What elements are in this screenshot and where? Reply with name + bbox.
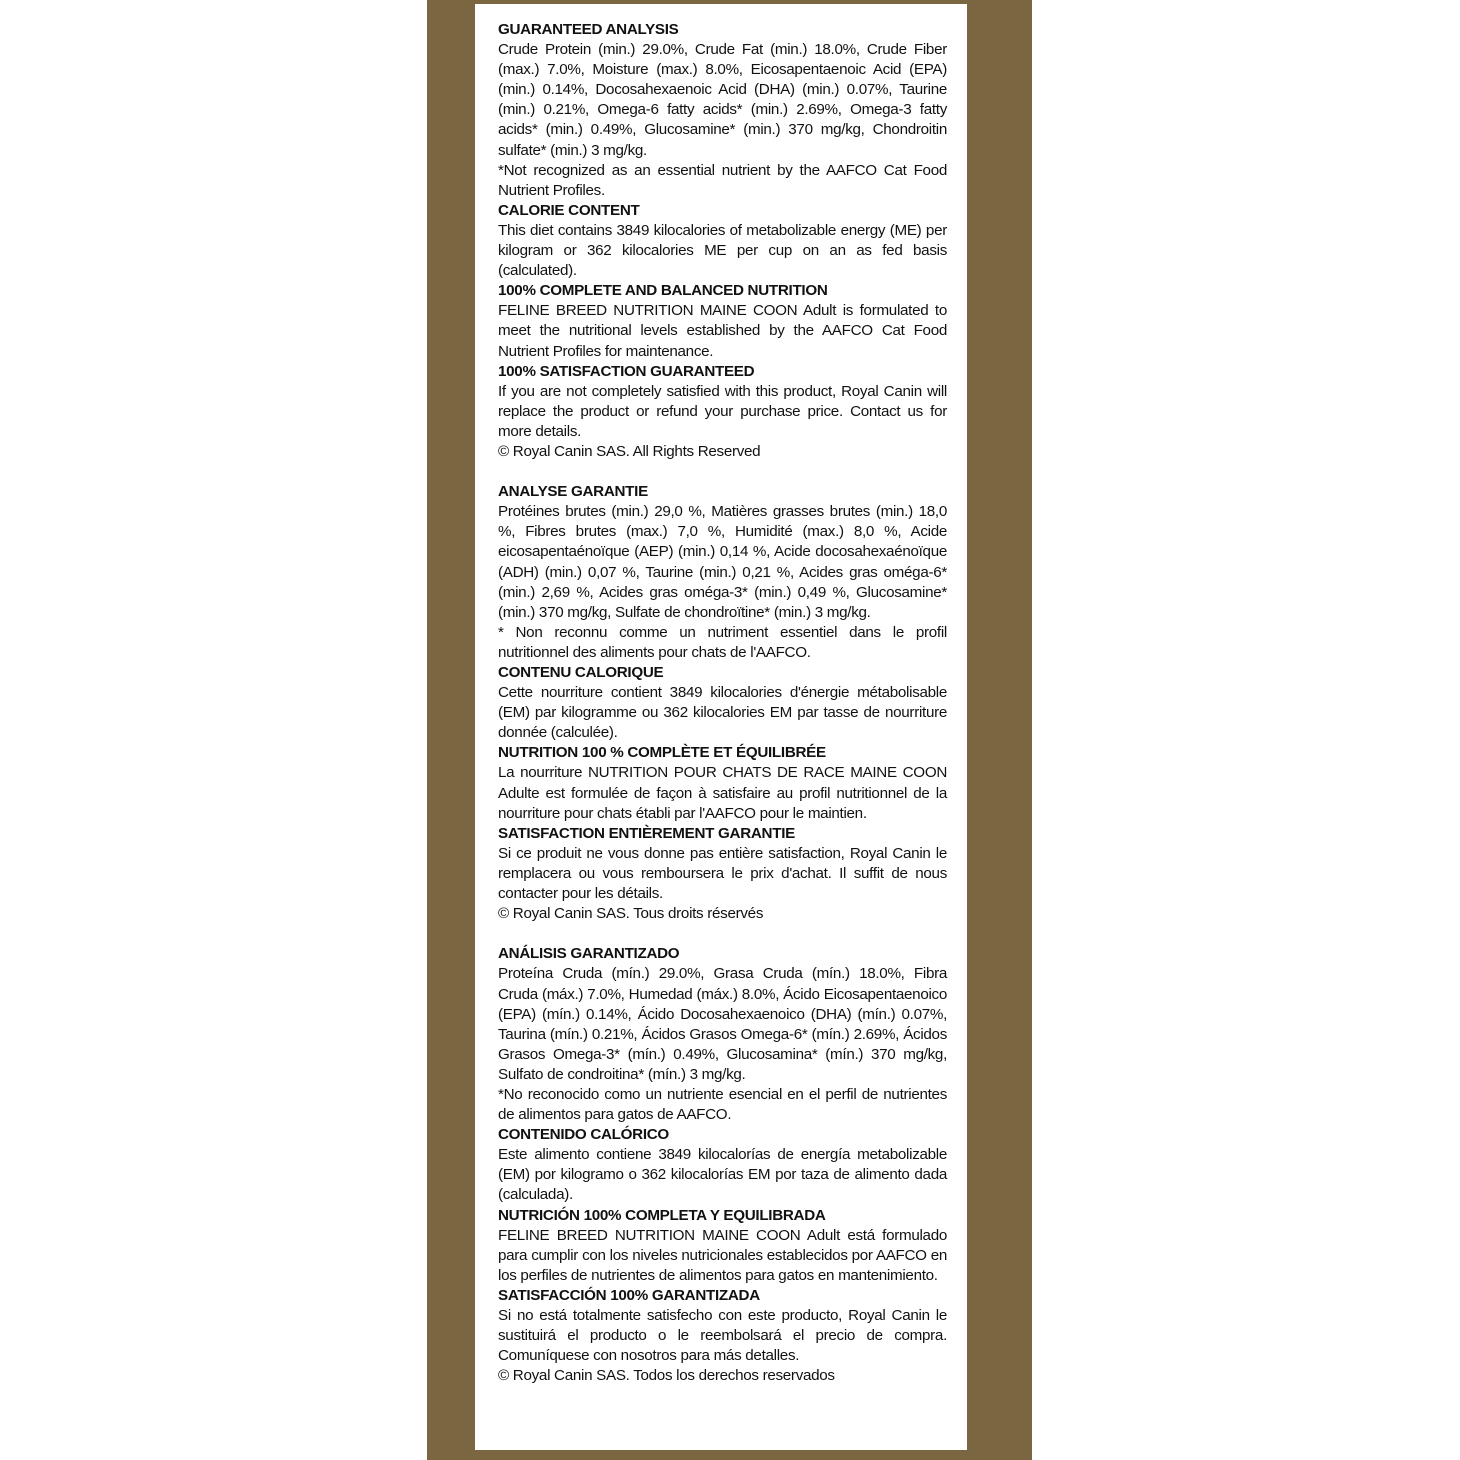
label-text bbox=[498, 20, 947, 1386]
complete-nutrition-text: FELINE BREED NUTRITION MAINE COON Adult está formulado para cumplir con los niveles nutricionales establecidos por AAFCO en los perfiles de nutrientes de alimentos para gatos en mantenimiento. bbox=[498, 1226, 947, 1284]
heading-guaranteed-analysis: GUARANTEED ANALYSIS bbox=[498, 21, 679, 38]
satisfaction-text: Si no está totalmente satisfecho con este producto, Royal Canin le sustituirá el producto o le reembolsará el precio de compra. Comuníquese con nosotros para más detalles. bbox=[498, 1307, 947, 1365]
guaranteed-analysis-text: Protéines brutes (min.) 29,0 %, Matières grasses brutes (min.) 18,0 %, Fibres brutes (max.) 7,0 %, Humidité (max.) 8,0 %, Acide eicosapentaénoïque (AEP) (min.) 0,14 %, Acide docosahexaénoïque (ADH) (min.) 0,07 %, Taurine (min.) 0,21 %, Acides gras oméga-6* (min.) 2,69 %, Acides gras oméga-3* (min.) 0,49 %, Glucosamine* (min.) 370 mg/kg, Sulfate de chondroïtine* (min.) 3 mg/kg. bbox=[498, 503, 947, 621]
heading-satisfaction: SATISFACTION ENTIÈREMENT GARANTIE bbox=[498, 824, 795, 842]
heading-complete-nutrition: NUTRITION 100 % COMPLÈTE ET ÉQUILIBRÉE bbox=[498, 744, 826, 762]
footnote-text: *No reconocido como un nutriente esencial en el perfil de nutrientes de alimentos para gatos de AAFCO. bbox=[498, 1085, 947, 1124]
calorie-content-text: Este alimento contiene 3849 kilocalorías de energía metabolizable (EM) por kilogramo o 362 kilocalorías EM por taza de alimento dada (calculada). bbox=[498, 1146, 947, 1204]
heading-calorie-content: CONTENU CALORIQUE bbox=[498, 664, 664, 681]
heading-guaranteed-analysis: ANÁLISIS GARANTIZADO bbox=[498, 945, 680, 963]
heading-complete-nutrition: NUTRICIÓN 100% COMPLETA Y EQUILIBRADA bbox=[498, 1206, 826, 1224]
calorie-content-text: This diet contains 3849 kilocalories of metabolizable energy (ME) per kilogram or 362 kilocalories ME per cup on an as fed basis (calculated). bbox=[498, 221, 947, 280]
copyright-text: © Royal Canin SAS. All Rights Reserved bbox=[498, 442, 761, 460]
footnote-text: * Non reconnu comme un nutriment essentiel dans le profil nutritionnel des aliments pour chats de l'AAFCO. bbox=[498, 623, 947, 661]
heading-calorie-content: CALORIE CONTENT bbox=[498, 201, 640, 219]
copyright-text: © Royal Canin SAS. Todos los derechos reservados bbox=[498, 1367, 835, 1385]
guaranteed-analysis-text: Crude Protein (min.) 29.0%, Crude Fat (min.) 18.0%, Crude Fiber (max.) 7.0%, Moisture (max.) 8.0%, Eicosapentaenoic Acid (EPA) (min.) 0.14%, Docosahexaenoic Acid (DHA) (min.) 0.07%, Taurine (min.) 0.21%, Omega-6 fatty acids* (min.) 2.69%, Omega-3 fatty acids* (min.) 0.49%, Glucosamine* (min.) 370 mg/kg, Chondroitin sulfate* (min.) 3 mg/kg. bbox=[498, 41, 947, 159]
complete-nutrition-text: La nourriture NUTRITION POUR CHATS DE RACE MAINE COON Adulte est formulée de façon à satisfaire au profil nutritionnel de la nourriture pour chats établi par l'AAFCO pour le maintien. bbox=[498, 764, 947, 822]
heading-satisfaction: SATISFACCIÓN 100% GARANTIZADA bbox=[498, 1286, 760, 1304]
heading-calorie-content: CONTENIDO CALÓRICO bbox=[498, 1126, 669, 1144]
footnote-text: *Not recognized as an essential nutrient by the AAFCO Cat Food Nutrient Profiles. bbox=[498, 161, 947, 199]
section-english bbox=[498, 20, 947, 462]
calorie-content-text: Cette nourriture contient 3849 kilocalories d'énergie métabolisable (EM) par kilogramme ou 362 kilocalories EM par tasse de nourriture donnée (calculée). bbox=[498, 684, 947, 742]
copyright-text: © Royal Canin SAS. Tous droits réservés bbox=[498, 905, 764, 923]
heading-satisfaction: 100% SATISFACTION GUARANTEED bbox=[498, 362, 755, 380]
section-french bbox=[498, 482, 947, 924]
satisfaction-text: Si ce produit ne vous donne pas entière satisfaction, Royal Canin le remplacera ou vous remboursera le prix d'achat. Il suffit de nous contacter pour les détails. bbox=[498, 844, 947, 903]
complete-nutrition-text: FELINE BREED NUTRITION MAINE COON Adult is formulated to meet the nutritional levels established by the AAFCO Cat Food Nutrient Profiles for maintenance. bbox=[498, 302, 947, 360]
guaranteed-analysis-text: Proteína Cruda (mín.) 29.0%, Grasa Cruda (mín.) 18.0%, Fibra Cruda (máx.) 7.0%, Humedad (máx.) 8.0%, Ácido Eicosapentaenoico (EPA) (mín.) 0.14%, Ácido Docosahexaenoico (DHA) (mín.) 0.07%, Taurina (mín.) 0.21%, Ácidos Grasos Omega-6* (mín.) 2.69%, Ácidos Grasos Omega-3* (mín.) 0.49%, Glucosamina* (mín.) 370 mg/kg, Sulfato de condroitina* (mín.) 3 mg/kg. bbox=[498, 965, 947, 1083]
section-spanish bbox=[498, 944, 947, 1386]
heading-guaranteed-analysis: ANALYSE GARANTIE bbox=[498, 483, 648, 501]
satisfaction-text: If you are not completely satisfied with this product, Royal Canin will replace the product or refund your purchase price. Contact us for more details. bbox=[498, 382, 947, 440]
heading-complete-nutrition: 100% COMPLETE AND BALANCED NUTRITION bbox=[498, 282, 828, 300]
